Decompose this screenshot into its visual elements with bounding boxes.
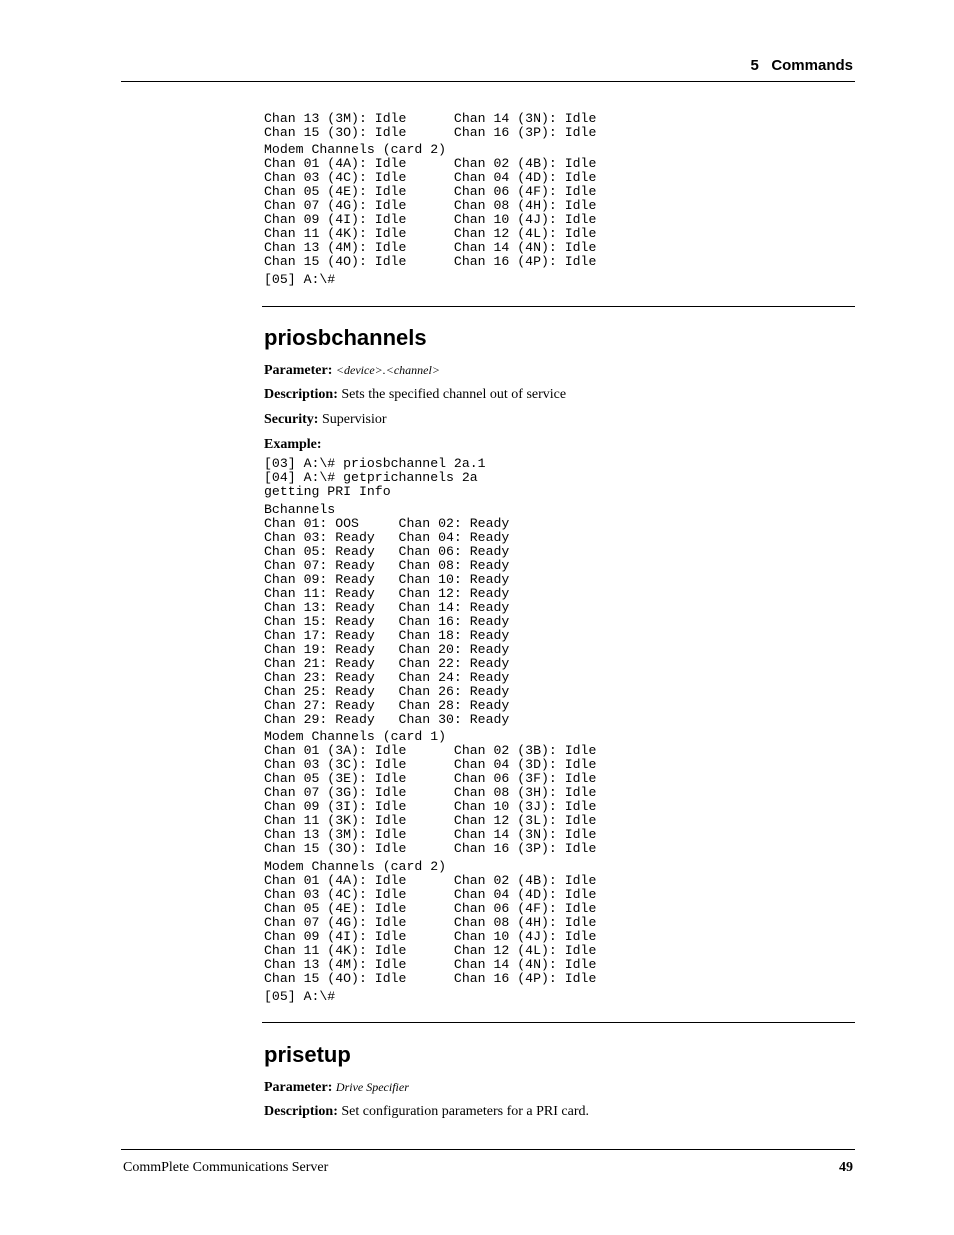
example-label: Example: [264,437,322,452]
footer-divider [121,1149,855,1150]
section-title-priosbchannels: priosbchannels [264,325,427,350]
security-value: Supervisior [321,412,387,427]
example-line [264,436,322,454]
parameter-line [264,1078,409,1097]
description-label: Description: [264,1104,338,1119]
chapter-number: 5 [750,57,759,74]
page-number: 49 [839,1160,853,1175]
description-value: Set configuration parameters for a PRI card. [341,1104,590,1119]
code-block-commands: [03] A:\# priosbchannel 2a.1 [04] A:\# getprichannels 2a getting PRI Info [264,456,486,499]
chapter-title: Commands [771,57,853,74]
parameter-label: Parameter: [264,1080,333,1095]
parameter-line [264,361,440,380]
code-block-modem-card2: Modem Channels (card 2) Chan 01 (4A): Idle Chan 02 (4B): Idle Chan 03 (4C): Idle Chan 04 (4D): Idle Chan 05 (4E): Idle Chan 06 (4F): Idle Chan 07 (4G): Idle Chan 08 (4H): Idle Chan 09 (4I): Idle Chan 10 (4J): Idle Chan 11 (4K): Idle Chan 12 (4L): Idle Chan 13 (4M): Idle Chan 14 (4N): Idle Chan 15 (4O): Idle Chan 16 (4P): Idle [264,859,597,986]
security-label: Security: [264,412,319,427]
parameter-value: Drive Specifier [335,1080,409,1094]
code-block-continuation: Chan 13 (3M): Idle Chan 14 (3N): Idle Chan 15 (3O): Idle Chan 16 (3P): Idle [264,111,597,140]
code-block-modem-card1: Modem Channels (card 1) Chan 01 (3A): Idle Chan 02 (3B): Idle Chan 03 (3C): Idle Chan 04 (3D): Idle Chan 05 (3E): Idle Chan 06 (3F): Idle Chan 07 (3G): Idle Chan 08 (3H): Idle Chan 09 (3I): Idle Chan 10 (3J): Idle Chan 11 (3K): Idle Chan 12 (3L): Idle Chan 13 (3M): Idle Chan 14 (3N): Idle Chan 15 (3O): Idle Chan 16 (3P): Idle [264,729,597,856]
parameter-value: <device>.<channel> [335,363,440,377]
description-line [264,386,566,404]
parameter-label: Parameter: [264,363,333,378]
header-divider [121,81,855,82]
section-divider [262,1022,855,1023]
chapter-header [750,57,853,74]
code-block-bchannels: Bchannels Chan 01: OOS Chan 02: Ready Chan 03: Ready Chan 04: Ready Chan 05: Ready Chan 06: Ready Chan 07: Ready Chan 08: Ready Chan 09: Ready Chan 10: Ready Chan 11: Ready Chan 12: Ready Chan 13: Ready Chan 14: Ready Chan 15: Ready Chan 16: Ready Chan 17: Ready Chan 18: Ready Chan 19: Ready Chan 20: Ready Chan 21: Ready Chan 22: Ready Chan 23: Ready Chan 24: Ready Chan 25: Ready Chan 26: Ready Chan 27: Ready Chan 28: Ready Chan 29: Ready Chan 30: Ready [264,502,510,727]
description-value: Sets the specified channel out of service [341,387,567,402]
section-divider [262,306,855,307]
code-prompt: [05] A:\# [264,272,336,287]
footer-product-name: CommPlete Communications Server [123,1160,329,1175]
description-line [264,1103,589,1121]
code-prompt: [05] A:\# [264,989,336,1004]
section-title-prisetup: prisetup [264,1042,351,1067]
description-label: Description: [264,387,338,402]
security-line [264,411,387,429]
code-block-modem-card2: Modem Channels (card 2) Chan 01 (4A): Idle Chan 02 (4B): Idle Chan 03 (4C): Idle Chan 04 (4D): Idle Chan 05 (4E): Idle Chan 06 (4F): Idle Chan 07 (4G): Idle Chan 08 (4H): Idle Chan 09 (4I): Idle Chan 10 (4J): Idle Chan 11 (4K): Idle Chan 12 (4L): Idle Chan 13 (4M): Idle Chan 14 (4N): Idle Chan 15 (4O): Idle Chan 16 (4P): Idle [264,142,597,269]
